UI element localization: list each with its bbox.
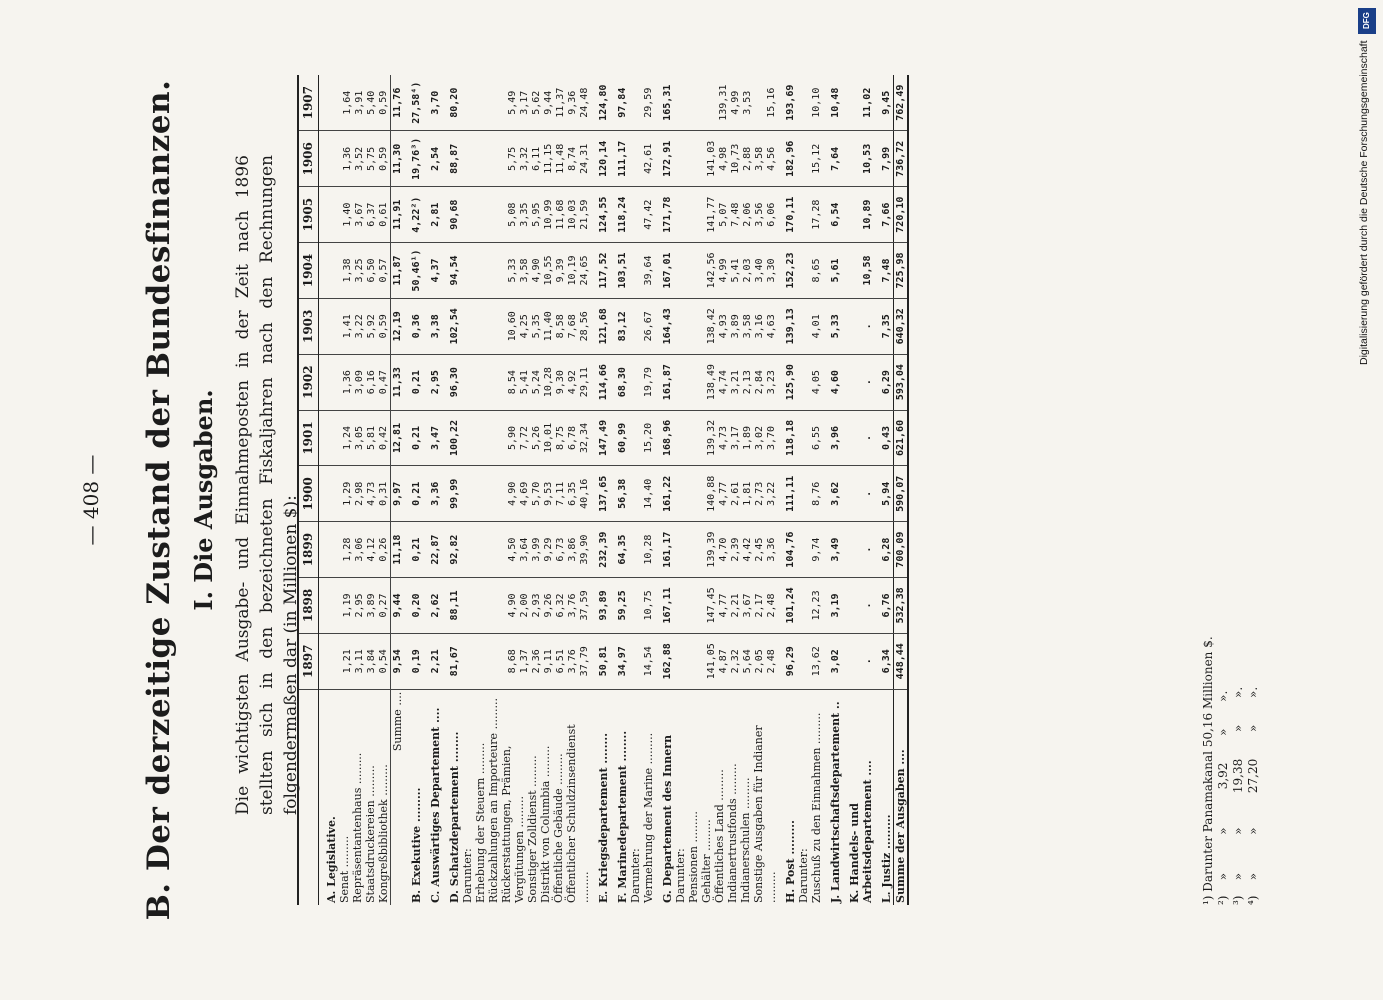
value-cell: 29,59 [629,75,655,131]
value-cell: 0,21 [404,410,423,466]
footnote: ⁴) » » 27,20 » ». [1246,686,1260,905]
value-cell: 164,43 [655,298,674,354]
value-cell [319,466,339,522]
value-cell: 4,50 3,64 3,99 9,29 6,73 3,86 39,90 [461,522,591,578]
value-cell: 15,20 [629,410,655,466]
value-cell: 593,04 [894,354,909,410]
value-cell: 102,54 [442,298,461,354]
value-cell: 141,77 5,07 7,48 2,06 3,56 6,06 [674,187,778,243]
value-cell [319,243,339,299]
value-cell: 11,76 [391,75,405,131]
value-cell: . [842,466,874,522]
value-cell: 1,28 3,06 4,12 0,26 [338,522,391,578]
value-cell: 161,22 [655,466,674,522]
row-label: D. Schatzdepartement ........ [448,731,461,903]
value-cell: 64,35 [610,522,629,578]
page-number: — 408 — [79,454,103,546]
dfg-logo: DFG [1358,8,1376,34]
value-cell: 193,69 [778,75,797,131]
value-cell: 4,05 [797,354,823,410]
value-cell: 47,42 [629,187,655,243]
value-cell: 0,36 [404,298,423,354]
value-cell: 7,48 [874,243,894,299]
value-cell: 19,76³) [404,131,423,187]
value-cell: 2,95 [423,354,442,410]
value-cell: 15,12 [797,131,823,187]
value-cell: 3,36 [423,466,442,522]
value-cell: 11,87 [391,243,405,299]
value-cell: 104,76 [778,522,797,578]
row-label: K. Handels- und Arbeitsdepartement .... [848,760,874,903]
year-header: 1907 [298,75,319,131]
value-cell: 2,81 [423,187,442,243]
value-cell: 34,97 [610,633,629,689]
row-label: L. Justiz ......... [880,814,893,903]
value-cell: 11,33 [391,354,405,410]
value-cell [319,187,339,243]
value-cell: 10,75 [629,578,655,634]
table-row [442,75,461,905]
year-header-row [298,75,319,905]
value-cell: 103,51 [610,243,629,299]
value-cell: 8,65 [797,243,823,299]
value-cell: 9,54 [391,633,405,689]
value-cell: 80,20 [442,75,461,131]
value-cell: 170,11 [778,187,797,243]
value-cell: 0,21 [404,466,423,522]
table-row [797,75,823,905]
value-cell: 140,88 4,77 2,61 1,81 2,73 3,22 [674,466,778,522]
value-cell: 141,03 4,98 10,73 2,88 3,58 4,56 [674,131,778,187]
value-cell: 5,94 [874,466,894,522]
value-cell: 120,14 [591,131,610,187]
value-cell: 39,64 [629,243,655,299]
value-cell: 2,54 [423,131,442,187]
value-cell: 5,75 3,32 6,11 11,15 11,48 8,74 24,31 [461,131,591,187]
value-cell: 1,24 3,05 5,81 0,42 [338,410,391,466]
table-row [423,75,442,905]
value-cell: 171,78 [655,187,674,243]
value-cell: 117,52 [591,243,610,299]
value-cell: 0,21 [404,522,423,578]
value-cell: 5,90 7,72 5,26 10,01 8,75 6,78 32,34 [461,410,591,466]
value-cell: 92,82 [442,522,461,578]
value-cell: 1,40 3,67 6,37 0,61 [338,187,391,243]
value-cell: 700,09 [894,522,909,578]
value-cell: 4,01 [797,298,823,354]
value-cell [319,410,339,466]
value-cell: 8,76 [797,466,823,522]
value-cell: 3,02 [823,633,842,689]
year-header: 1903 [298,298,319,354]
value-cell: 10,53 [842,131,874,187]
value-cell: 99,99 [442,466,461,522]
value-cell: 1,41 3,22 5,92 0,59 [338,298,391,354]
value-cell: 1,38 3,25 6,50 0,57 [338,243,391,299]
value-cell: 161,87 [655,354,674,410]
value-cell: 640,32 [894,298,909,354]
value-cell: 1,36 3,52 5,75 0,59 [338,131,391,187]
row-label: H. Post ......... [784,820,797,903]
value-cell: 172,91 [655,131,674,187]
value-cell: 138,42 4,93 3,89 3,58 3,16 4,63 [674,298,778,354]
value-cell: 7,99 [874,131,894,187]
value-cell: 165,31 [655,75,674,131]
footnotes [1201,636,1261,905]
year-header: 1906 [298,131,319,187]
value-cell: 88,87 [442,131,461,187]
value-cell: 736,72 [894,131,909,187]
value-cell [319,633,339,689]
section-heading: I. Die Ausgaben. [189,389,218,611]
value-cell: 14,54 [629,633,655,689]
value-cell [319,578,339,634]
value-cell: 7,66 [874,187,894,243]
row-label: Darunter: Erhebung der Steuern ......... Rückzahlungen an Importeure ......... Rückerstattungen, Prämien, Vergütungen ......... Sonstiger Zolldienst ......... Distrikt von Columbia ......... Öffentliche Gebäude ......... Öffentlicher Schuldzinsendienst ......... [461,697,591,903]
value-cell: 167,11 [655,578,674,634]
table-row [338,75,391,905]
row-label: Darunter: Vermehrung der Marine ......... [629,732,655,903]
value-cell: 1,64 3,91 5,40 0,59 [338,75,391,131]
footnote: ³) » » 19,38 » ». [1231,686,1245,905]
table-row [894,75,909,905]
value-cell: 10,48 [823,75,842,131]
value-cell: 2,62 [423,578,442,634]
value-cell: 3,47 [423,410,442,466]
value-cell: 161,17 [655,522,674,578]
value-cell: 100,22 [442,410,461,466]
value-cell: 152,23 [778,243,797,299]
row-label: F. Marinedepartement ........ [616,730,629,903]
value-cell: 6,54 [823,187,842,243]
value-cell: 3,38 [423,298,442,354]
value-cell: 11,18 [391,522,405,578]
table-row [391,75,405,905]
value-cell: 7,64 [823,131,842,187]
value-cell: 5,61 [823,243,842,299]
table-row [629,75,655,905]
value-cell: 0,20 [404,578,423,634]
value-cell: 147,49 [591,410,610,466]
value-cell: . [842,578,874,634]
value-cell: 10,60 4,25 5,35 11,40 8,58 7,68 28,56 [461,298,591,354]
table-row [778,75,797,905]
year-header: 1898 [298,578,319,634]
value-cell: 168,96 [655,410,674,466]
value-cell: 5,49 3,17 5,62 9,44 11,37 9,36 24,48 [461,75,591,131]
row-label: Darunter: Pensionen ......... Gehälter ......... Öffentliches Land ......... Indianertrustfonds ......... Indianerschulen ......... Sonstige Ausgaben für Indianer ......... [674,725,778,903]
value-cell: 6,76 [874,578,894,634]
table-row [461,75,591,905]
value-cell: 147,45 4,77 2,21 3,67 2,17 2,48 [674,578,778,634]
value-cell: 124,55 [591,187,610,243]
value-cell: 137,65 [591,466,610,522]
value-cell: 96,29 [778,633,797,689]
value-cell: 111,17 [610,131,629,187]
value-cell: 10,10 [797,75,823,131]
value-cell: 19,79 [629,354,655,410]
value-cell: 118,24 [610,187,629,243]
value-cell: 94,54 [442,243,461,299]
value-cell: 121,68 [591,298,610,354]
value-cell: 83,12 [610,298,629,354]
value-cell: . [842,298,874,354]
value-cell: 3,96 [823,410,842,466]
expenditure-table [297,75,909,905]
intro-paragraph: Die wichtigsten Ausgabe- und Einnahmeposten in der Zeit nach 1896 stellten sich in den bezeichneten Fiskaljahren nach den Rechnungen folgendermaßen dar (in Millionen $): [233,155,301,815]
table-row [319,75,339,905]
digitization-credit: Digitalisierung gefördert durch die Deutsche Forschungsgemeinschaft [1358,40,1370,365]
value-cell: 97,84 [610,75,629,131]
value-cell: 88,11 [442,578,461,634]
value-cell: 124,80 [591,75,610,131]
value-cell: 0,43 [874,410,894,466]
year-header: 1897 [298,633,319,689]
value-cell: . [842,410,874,466]
value-cell: 5,08 3,35 5,95 10,99 11,68 10,03 21,59 [461,187,591,243]
value-cell: 139,13 [778,298,797,354]
chapter-heading: B. Der derzeitige Zustand der Bundesfinanzen. [141,79,177,921]
value-cell: 138,49 4,74 3,21 2,13 2,84 3,23 [674,354,778,410]
value-cell: 3,19 [823,578,842,634]
value-cell: . [842,633,874,689]
value-cell: 26,67 [629,298,655,354]
row-label: A. Legislative. [325,816,338,903]
value-cell: 590,07 [894,466,909,522]
value-cell: 27,58⁴) [404,75,423,131]
value-cell: 11,30 [391,131,405,187]
value-cell: 22,87 [423,522,442,578]
row-label: J. Landwirtschaftsdepartement .. [829,701,842,903]
table-row [823,75,842,905]
value-cell: 720,10 [894,187,909,243]
value-cell: 0,19 [404,633,423,689]
value-cell: 50,46¹) [404,243,423,299]
value-cell: 90,68 [442,187,461,243]
value-cell: 12,81 [391,410,405,466]
value-cell: 93,89 [591,578,610,634]
value-cell: 60,99 [610,410,629,466]
value-cell: 68,30 [610,354,629,410]
value-cell: 13,62 [797,633,823,689]
value-cell: 11,02 [842,75,874,131]
value-cell: 50,81 [591,633,610,689]
value-cell: 17,28 [797,187,823,243]
value-cell: 81,67 [442,633,461,689]
value-cell: 142,56 4,99 5,41 2,03 3,40 3,30 [674,243,778,299]
value-cell: 96,30 [442,354,461,410]
footnote: ²) » » 3,92 » ». [1216,690,1230,905]
value-cell: 14,40 [629,466,655,522]
table-row [655,75,674,905]
table-row [674,75,778,905]
value-cell: 7,35 [874,298,894,354]
value-cell: 2,21 [423,633,442,689]
value-cell: 725,98 [894,243,909,299]
table-row [842,75,874,905]
row-label: Darunter: Zuschuß zu den Einnahmen ......... [797,712,823,903]
value-cell: 167,01 [655,243,674,299]
value-cell: 8,68 1,37 2,36 9,11 6,51 3,76 37,79 [461,633,591,689]
page-content [71,35,1311,965]
value-cell: 10,58 [842,243,874,299]
value-cell: 1,36 3,09 6,16 0,47 [338,354,391,410]
value-cell: 1,19 2,95 3,89 0,27 [338,578,391,634]
value-cell: 139,31 4,99 3,53 15,16 [674,75,778,131]
value-cell: 762,49 [894,75,909,131]
value-cell: 111,11 [778,466,797,522]
value-cell [319,75,339,131]
value-cell: . [842,522,874,578]
year-header: 1900 [298,466,319,522]
value-cell [319,354,339,410]
value-cell: . [842,354,874,410]
value-cell: 5,33 3,58 4,90 10,55 9,39 10,19 24,65 [461,243,591,299]
value-cell: 141,05 4,87 2,32 5,64 2,05 2,48 [674,633,778,689]
table-row [404,75,423,905]
value-cell: 1,21 3,11 3,84 0,54 [338,633,391,689]
value-cell: 3,70 [423,75,442,131]
value-cell: 8,54 5,41 5,24 10,28 9,30 4,92 29,11 [461,354,591,410]
year-header: 1902 [298,354,319,410]
value-cell: 11,91 [391,187,405,243]
value-cell: 101,24 [778,578,797,634]
value-cell: 42,61 [629,131,655,187]
value-cell: 12,23 [797,578,823,634]
year-header: 1904 [298,243,319,299]
value-cell: 3,62 [823,466,842,522]
value-cell: 621,60 [894,410,909,466]
value-cell: 9,97 [391,466,405,522]
year-header: 1899 [298,522,319,578]
value-cell: 56,38 [610,466,629,522]
row-label: G. Departement des Innern [661,734,674,903]
value-cell: 59,25 [610,578,629,634]
value-cell: 4,37 [423,243,442,299]
value-cell: 118,18 [778,410,797,466]
value-cell: 1,29 2,98 4,73 0,31 [338,466,391,522]
value-cell: 9,74 [797,522,823,578]
value-cell [319,131,339,187]
footnote: ¹) Darunter Panamakanal 50,16 Millionen $. [1201,636,1215,905]
value-cell: 139,32 4,73 3,17 1,89 3,02 3,70 [674,410,778,466]
value-cell: 9,45 [874,75,894,131]
value-cell: 232,39 [591,522,610,578]
table-row [610,75,629,905]
value-cell: 162,88 [655,633,674,689]
row-label: B. Exekutive ......... [410,787,423,903]
table-row [874,75,894,905]
value-cell: 6,28 [874,522,894,578]
value-cell: 6,55 [797,410,823,466]
value-cell: 12,19 [391,298,405,354]
value-cell: 10,89 [842,187,874,243]
year-header: 1901 [298,410,319,466]
value-cell: 4,60 [823,354,842,410]
row-label: Senat ......... Repräsentantenhaus ......... Staatsdruckereien ......... Kongreßbibliothek ......... [338,752,390,903]
value-cell: 4,90 4,69 5,70 9,53 7,11 6,35 40,16 [461,466,591,522]
year-header: 1905 [298,187,319,243]
value-cell: 5,33 [823,298,842,354]
value-cell [319,522,339,578]
value-cell: 10,28 [629,522,655,578]
row-label: Summe der Ausgaben .... [894,689,909,905]
value-cell: 139,39 4,70 2,39 4,42 2,45 3,36 [674,522,778,578]
value-cell: 3,49 [823,522,842,578]
value-cell: 448,44 [894,633,909,689]
row-label: C. Auswärtiges Departement .... [429,707,442,903]
value-cell: 4,90 2,00 2,93 9,26 6,32 3,76 37,59 [461,578,591,634]
value-cell: 9,44 [391,578,405,634]
value-cell: 0,21 [404,354,423,410]
value-cell: 6,29 [874,354,894,410]
table-row [591,75,610,905]
row-label: Summe .... [391,689,405,905]
label-header [298,689,319,905]
row-label: E. Kriegsdepartement ........ [597,732,610,903]
value-cell: 6,34 [874,633,894,689]
value-cell: 532,38 [894,578,909,634]
value-cell: 125,90 [778,354,797,410]
value-cell: 114,66 [591,354,610,410]
value-cell: 182,96 [778,131,797,187]
value-cell: 4,22²) [404,187,423,243]
value-cell [319,298,339,354]
